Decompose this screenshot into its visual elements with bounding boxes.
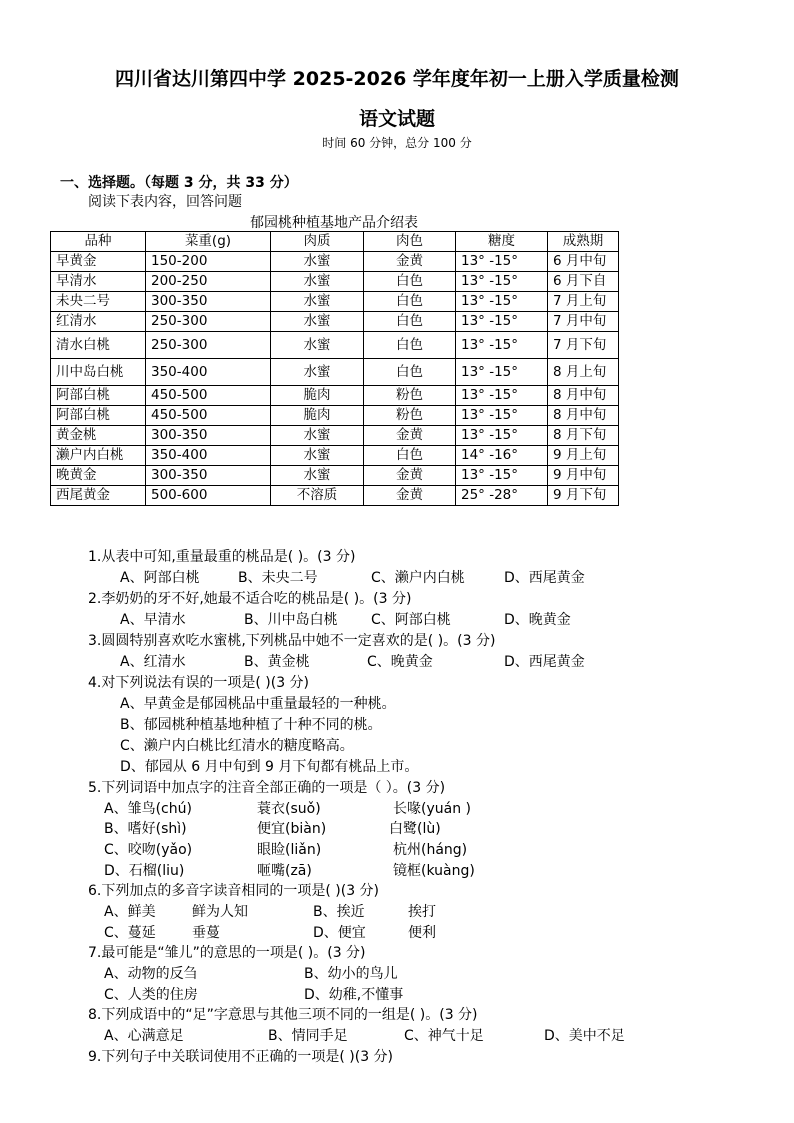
question-stem: 4.对下列说法有误的一项是( )(3 分)	[88, 675, 310, 691]
cell-weight: 150-200	[146, 252, 271, 272]
question-stem: 9.下列句子中关联词使用不正确的一项是( )(3 分)	[88, 1049, 394, 1065]
cell-texture: 脆肉	[271, 386, 364, 406]
cell-texture: 水蜜	[271, 332, 364, 359]
cell-color: 白色	[364, 359, 456, 386]
cell-ripening: 7 月下旬	[548, 332, 619, 359]
option: 便宜(biàn)	[257, 821, 327, 837]
cell-ripening: 8 月上旬	[548, 359, 619, 386]
option: C、晚黄金	[367, 654, 433, 670]
cell-texture: 脆肉	[271, 406, 364, 426]
option: D、石榴(liu)	[104, 863, 185, 879]
col-header: 菜重(g)	[146, 232, 271, 252]
cell-texture: 水蜜	[271, 252, 364, 272]
cell-variety: 阿部白桃	[51, 386, 146, 406]
cell-weight: 350-400	[146, 446, 271, 466]
cell-color: 金黄	[364, 426, 456, 446]
cell-sugar: 13° -15°	[456, 359, 548, 386]
cell-sugar: 13° -15°	[456, 466, 548, 486]
option: D、郁园从 6 月中旬到 9 月下旬都有桃品上市。	[120, 759, 419, 775]
option: 长喙(yuán )	[393, 801, 471, 817]
option: D、西尾黄金	[504, 654, 585, 670]
option: C、人类的住房	[104, 987, 198, 1003]
option: C、濑户内白桃	[371, 570, 465, 586]
cell-sugar: 13° -15°	[456, 426, 548, 446]
table-caption: 郁园桃种植基地产品介绍表	[250, 215, 418, 231]
table-row	[51, 292, 619, 312]
option: 杭州(háng)	[393, 842, 468, 858]
option: 鲜为人知	[192, 904, 248, 920]
cell-texture: 水蜜	[271, 272, 364, 292]
option: C、阿部白桃	[371, 612, 451, 628]
cell-sugar: 13° -15°	[456, 272, 548, 292]
table-row	[51, 386, 619, 406]
cell-color: 白色	[364, 446, 456, 466]
question-stem: 2.李奶奶的牙不好,她最不适合吃的桃品是( )。(3 分)	[88, 591, 412, 607]
option: A、心满意足	[104, 1028, 184, 1044]
table-row	[51, 272, 619, 292]
col-header: 品种	[51, 232, 146, 252]
option: 垂蔓	[192, 925, 220, 941]
option: D、晚黄金	[504, 612, 571, 628]
cell-variety: 清水白桃	[51, 332, 146, 359]
cell-sugar: 13° -15°	[456, 292, 548, 312]
question-stem: 3.圆圆特别喜欢吃水蜜桃,下列桃品中她不一定喜欢的是( )。(3 分)	[88, 633, 496, 649]
option: 挨打	[408, 904, 436, 920]
option: 便利	[408, 925, 436, 941]
cell-texture: 水蜜	[271, 446, 364, 466]
cell-variety: 阿部白桃	[51, 406, 146, 426]
cell-weight: 350-400	[146, 359, 271, 386]
table-row	[51, 406, 619, 426]
cell-weight: 300-350	[146, 426, 271, 446]
subject-title: 语文试题	[358, 108, 435, 130]
option: B、嗜好(shì)	[104, 821, 187, 837]
cell-ripening: 9 月下旬	[548, 486, 619, 506]
table-row	[51, 426, 619, 446]
table-row	[51, 446, 619, 466]
cell-sugar: 25° -28°	[456, 486, 548, 506]
col-header: 肉色	[364, 232, 456, 252]
option: B、未央二号	[238, 570, 318, 586]
cell-sugar: 14° -16°	[456, 446, 548, 466]
option: D、便宜	[313, 925, 366, 941]
table-row	[51, 312, 619, 332]
question-stem: 1.从表中可知,重量最重的桃品是( )。(3 分)	[88, 549, 356, 565]
cell-weight: 200-250	[146, 272, 271, 292]
cell-weight: 250-300	[146, 312, 271, 332]
cell-variety: 西尾黄金	[51, 486, 146, 506]
cell-texture: 水蜜	[271, 312, 364, 332]
cell-weight: 300-350	[146, 292, 271, 312]
cell-texture: 水蜜	[271, 359, 364, 386]
cell-variety: 早清水	[51, 272, 146, 292]
peach-product-table	[50, 231, 619, 506]
cell-ripening: 6 月下自	[548, 272, 619, 292]
cell-color: 白色	[364, 292, 456, 312]
cell-color: 金黄	[364, 486, 456, 506]
question-stem: 6.下列加点的多音字读音相同的一项是( )(3 分)	[88, 883, 380, 899]
option: A、动物的反刍	[104, 966, 198, 982]
table-row	[51, 252, 619, 272]
cell-color: 粉色	[364, 386, 456, 406]
cell-color: 金黄	[364, 252, 456, 272]
option: B、郁园桃种植基地种植了十种不同的桃。	[120, 717, 382, 733]
cell-variety: 黄金桃	[51, 426, 146, 446]
section-intro: 阅读下表内容，回答问题	[88, 194, 242, 210]
option: A、雏鸟(chú)	[104, 801, 192, 817]
table-row	[51, 486, 619, 506]
cell-weight: 450-500	[146, 406, 271, 426]
option: 蓑衣(suǒ)	[257, 801, 321, 817]
cell-weight: 500-600	[146, 486, 271, 506]
option: A、鲜美	[104, 904, 156, 920]
cell-ripening: 8 月下旬	[548, 426, 619, 446]
option: C、咬吻(yǎo)	[104, 842, 193, 858]
section-heading: 一、选择题。（每题 3 分，共 33 分）	[60, 175, 298, 191]
cell-variety: 晚黄金	[51, 466, 146, 486]
cell-ripening: 7 月上旬	[548, 292, 619, 312]
col-header: 肉质	[271, 232, 364, 252]
exam-title: 四川省达川第四中学 2025-2026 学年度年初一上册入学质量检测	[115, 68, 679, 90]
table-row	[51, 332, 619, 359]
question-stem: 7.最可能是“雏儿”的意思的一项是( )。(3 分)	[88, 945, 366, 961]
cell-color: 粉色	[364, 406, 456, 426]
table-row	[51, 466, 619, 486]
cell-texture: 不溶质	[271, 486, 364, 506]
cell-variety: 濑户内白桃	[51, 446, 146, 466]
option: B、情同手足	[268, 1028, 348, 1044]
cell-color: 白色	[364, 312, 456, 332]
table-header-row	[51, 232, 619, 252]
cell-weight: 450-500	[146, 386, 271, 406]
cell-color: 白色	[364, 332, 456, 359]
cell-variety: 红清水	[51, 312, 146, 332]
option: A、早黄金是郁园桃品中重量最轻的一种桃。	[120, 696, 396, 712]
option: B、幼小的鸟儿	[304, 966, 398, 982]
cell-ripening: 6 月中旬	[548, 252, 619, 272]
option: C、濑户内白桃比红清水的糖度略高。	[120, 738, 354, 754]
option: A、红清水	[120, 654, 186, 670]
cell-ripening: 9 月上旬	[548, 446, 619, 466]
cell-color: 金黄	[364, 466, 456, 486]
cell-variety: 川中岛白桃	[51, 359, 146, 386]
cell-weight: 300-350	[146, 466, 271, 486]
option: 咂嘴(zā)	[257, 863, 312, 879]
cell-sugar: 13° -15°	[456, 252, 548, 272]
cell-sugar: 13° -15°	[456, 332, 548, 359]
col-header: 糖度	[456, 232, 548, 252]
option: D、幼稚,不懂事	[304, 987, 404, 1003]
cell-ripening: 7 月中旬	[548, 312, 619, 332]
cell-texture: 水蜜	[271, 426, 364, 446]
option: A、早清水	[120, 612, 186, 628]
cell-ripening: 9 月中旬	[548, 466, 619, 486]
question-stem: 5.下列词语中加点字的注音全部正确的一项是（ ）。(3 分)	[88, 780, 446, 796]
cell-sugar: 13° -15°	[456, 312, 548, 332]
option: C、蔓延	[104, 925, 156, 941]
option: C、神气十足	[404, 1028, 484, 1044]
question-stem: 8.下列成语中的“足”字意思与其他三项不同的一组是( )。(3 分)	[88, 1007, 478, 1023]
option: B、川中岛白桃	[244, 612, 338, 628]
option: 镜框(kuàng)	[393, 863, 475, 879]
cell-sugar: 13° -15°	[456, 386, 548, 406]
option: D、西尾黄金	[504, 570, 585, 586]
cell-variety: 未央二号	[51, 292, 146, 312]
cell-color: 白色	[364, 272, 456, 292]
cell-weight: 250-300	[146, 332, 271, 359]
table-row	[51, 359, 619, 386]
cell-texture: 水蜜	[271, 292, 364, 312]
option: 白鹭(lù)	[389, 821, 441, 837]
col-header: 成熟期	[548, 232, 619, 252]
option: 眼睑(liǎn)	[257, 842, 322, 858]
time-info: 时间 60 分钟，总分 100 分	[322, 136, 472, 150]
cell-texture: 水蜜	[271, 466, 364, 486]
cell-variety: 早黄金	[51, 252, 146, 272]
option: B、黄金桃	[244, 654, 310, 670]
cell-ripening: 8 月中旬	[548, 386, 619, 406]
cell-ripening: 8 月中旬	[548, 406, 619, 426]
option: A、阿部白桃	[120, 570, 200, 586]
cell-sugar: 13° -15°	[456, 406, 548, 426]
option: D、美中不足	[544, 1028, 625, 1044]
option: B、挨近	[313, 904, 365, 920]
